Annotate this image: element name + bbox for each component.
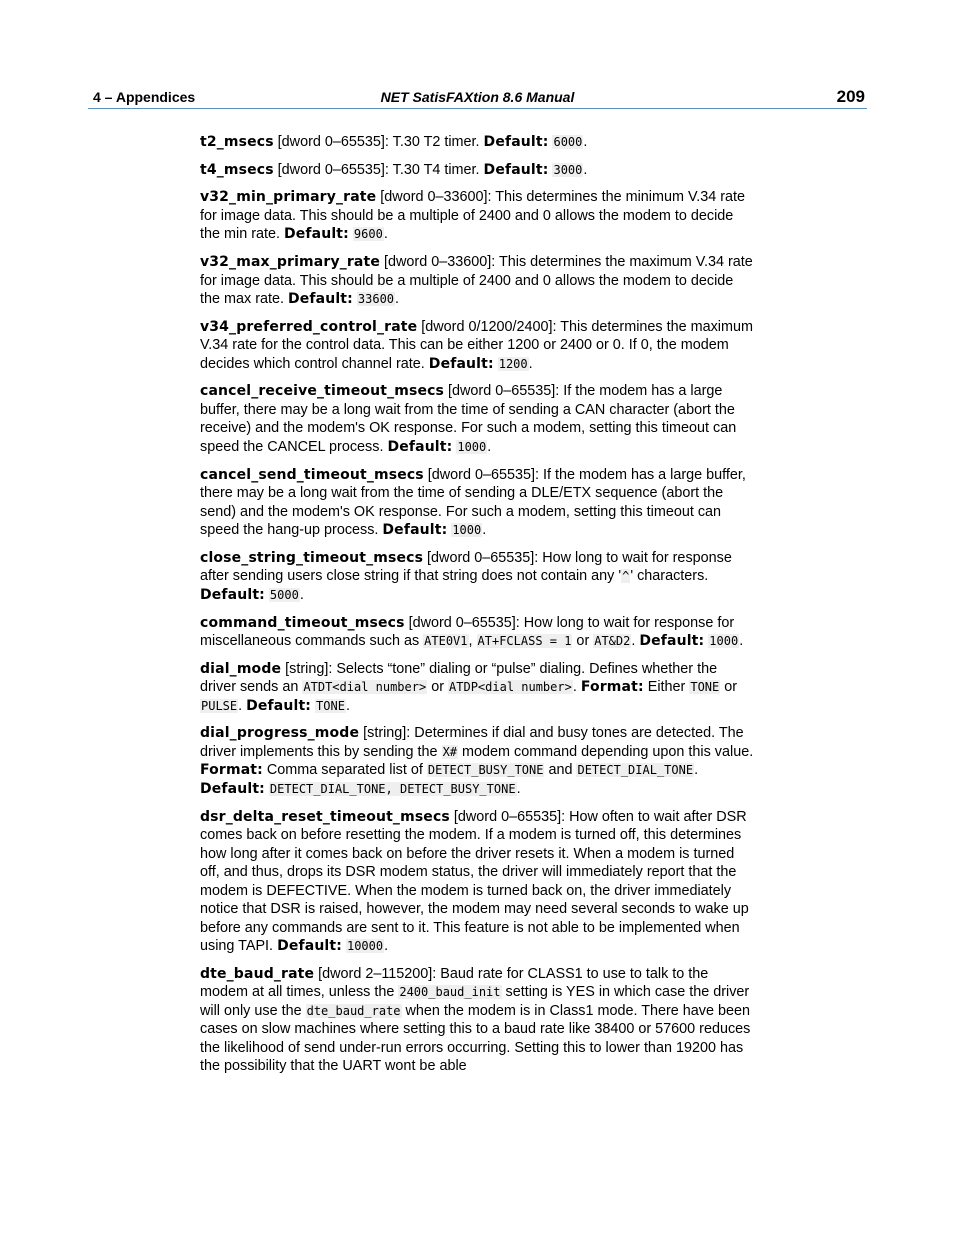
description-text: . (694, 762, 699, 779)
setting-cancel-receive-timeout-msecs (200, 382, 756, 456)
code-literal: ATE0V1 (424, 634, 468, 648)
description-text: . (345, 697, 350, 714)
description-text: when the modem is in Class1 mode. There have been cases on slow machines where setting this to a baud rate like 38400 or 57600 reduces the likelihood of send under-run errors occurring. Setting this to lower than 19200 has the possibility that the UART wont be able (200, 1002, 751, 1075)
field-keyword: Default: (382, 522, 448, 539)
code-literal: TONE (690, 680, 720, 695)
description-text: . (583, 134, 588, 150)
code-literal: 1000 (452, 523, 482, 538)
description-text: . (739, 633, 744, 649)
field-keyword: Default: (639, 633, 705, 649)
description-text: [dword 0–65535]: T.30 T4 timer. (273, 161, 484, 178)
field-keyword: Default: (277, 938, 342, 955)
description-text: . (395, 291, 400, 308)
code-literal: AT&D2 (594, 634, 631, 648)
description-text: . (487, 438, 492, 455)
setting-dial-progress-mode (200, 724, 756, 798)
description-text: [string]: Determines if dial and busy tones are detected. The driver implements this by sending the (200, 725, 744, 760)
description-text: . (482, 522, 487, 539)
description-text: [dword 0–33600]: This determines the minimum V.34 rate for image data. This should be a multiple of 2400 and 0 allows the modem to decide the min rate. (200, 189, 746, 243)
setting-close-string-timeout-msecs (200, 549, 756, 605)
description-text: or (427, 679, 449, 696)
code-literal: dte_baud_rate (306, 1003, 401, 1018)
description-text: or (720, 679, 738, 696)
description-text: . (299, 586, 304, 603)
setting-name: dial_mode (200, 660, 282, 677)
code-literal: X# (442, 744, 458, 759)
field-keyword: Default: (287, 291, 353, 308)
field-keyword: Default: (483, 161, 549, 178)
code-literal: TONE (316, 698, 345, 713)
setting-name: close_string_timeout_msecs (200, 549, 424, 566)
description-text: and (544, 762, 577, 779)
field-keyword: Default: (246, 697, 312, 714)
code-literal: ^ (622, 569, 630, 584)
description-text: . (572, 679, 581, 696)
description-text: [dword 0–65535]: How long to wait for response after sending users close string if that string does not contain any ' (200, 549, 732, 585)
description-text: [dword 0–33600]: This determines the maximum V.34 rate for image data. This should be a multiple of 2400 and 0 allows the modem to decide the max rate. (200, 254, 753, 308)
field-keyword: Default: (483, 134, 549, 150)
description-text: . (583, 161, 588, 178)
page-header (88, 86, 867, 109)
field-keyword: Default: (283, 226, 349, 243)
code-literal: 1000 (709, 634, 739, 648)
description-text: setting is YES in which case the driver will only use the (200, 984, 750, 1019)
setting-name: cancel_receive_timeout_msecs (200, 383, 445, 400)
setting-name: t2_msecs (200, 134, 274, 150)
description-text: or (572, 633, 594, 649)
setting-name: t4_msecs (200, 161, 274, 178)
setting-name: dsr_delta_reset_timeout_msecs (200, 808, 450, 825)
description-text: . (516, 780, 521, 797)
field-keyword: Format: (200, 762, 263, 779)
setting-cancel-send-timeout-msecs (200, 466, 756, 540)
setting-t2-msecs (200, 133, 756, 152)
code-literal: 1000 (457, 439, 487, 454)
description-text: [dword 0–65535]: How often to wait after DSR comes back on before resetting the modem. If a modem is turned off, this determines how long after it comes back on before the driver resets it. When a modem is turned off, and thus, drops its DSR modem status, the driver will immediately report that the modem is DEFECTIVE. When the modem is turned back on, the driver immediately notice that DSR is raised, however, the modem may need several seconds to wake up before any commands are sent to it. This feature is not able to be implemented when using TAPI. (200, 808, 749, 955)
code-literal: 2400_baud_init (399, 985, 501, 1000)
description-text: [dword 0–65535]: How long to wait for response for miscellaneous commands such as (200, 614, 735, 649)
field-keyword: Default: (387, 438, 453, 455)
setting-name: command_timeout_msecs (200, 614, 405, 631)
description-text: , (468, 633, 477, 649)
setting-dsr-delta-reset-timeout-msecs (200, 808, 756, 956)
description-text: [dword 0–65535]: If the modem has a large buffer, there may be a long wait from the time of sending a DLE/ETX sequence (abort the send) and the modem's OK response. For such a modem, setting this timeout can speed the hang-up process. (200, 466, 746, 539)
code-literal: 3000 (553, 162, 583, 177)
setting-dte-baud-rate (200, 965, 756, 1076)
field-keyword: Format: (580, 679, 644, 696)
page-number: 209 (836, 87, 865, 106)
code-literal: DETECT_BUSY_TONE (427, 763, 544, 778)
code-literal: 9600 (353, 227, 383, 242)
description-text: ' characters. (630, 568, 709, 585)
setting-name: v32_min_primary_rate (200, 189, 377, 206)
description-text: [dword 0–65535]: T.30 T2 timer. (273, 134, 484, 150)
settings-list (200, 133, 756, 1085)
description-text: . (528, 355, 533, 372)
code-literal: 1200 (498, 356, 528, 371)
field-keyword: Default: (200, 586, 265, 603)
setting-v34-preferred-control-rate (200, 318, 756, 374)
setting-name: dial_progress_mode (200, 725, 360, 742)
code-literal: 5000 (269, 587, 299, 602)
code-literal: AT+FCLASS = 1 (477, 634, 572, 648)
code-literal: PULSE (201, 698, 238, 713)
description-text: . (238, 697, 247, 714)
field-keyword: Default: (200, 780, 265, 797)
description-text: Comma separated list of (262, 762, 427, 779)
code-literal: ATDP<dial number> (449, 680, 572, 695)
description-text: [string]: Selects “tone” dialing or “pulse” dialing. Defines whether the driver sends an (200, 660, 718, 696)
description-text: . (631, 633, 640, 649)
setting-name: cancel_send_timeout_msecs (200, 466, 424, 483)
code-literal: 10000 (346, 939, 384, 954)
setting-dial-mode (200, 660, 756, 716)
description-text: [dword 2–115200]: Baud rate for CLASS1 to use to talk to the modem at all times, unless the (200, 965, 709, 1001)
code-literal: 6000 (553, 135, 583, 149)
code-literal: DETECT_DIAL_TONE, DETECT_BUSY_TONE (269, 781, 516, 796)
field-keyword: Default: (428, 355, 494, 372)
description-text: [dword 0–65535]: If the modem has a large buffer, there may be a long wait from the time of sending a CAN character (abort the receive) and the modem's OK response. For such a modem, setting this timeout can speed the CANCEL process. (200, 383, 737, 455)
setting-v32-min-primary-rate (200, 188, 756, 244)
description-text: . (383, 226, 388, 243)
description-text: modem command depending upon this value. (458, 743, 754, 760)
setting-name: v32_max_primary_rate (200, 254, 381, 271)
description-text: [dword 0/1200/2400]: This determines the maximum V.34 rate for the control data. This can be either 1200 or 2400 or 0. If 0, the modem decides which control channel rate. (200, 318, 753, 372)
section-label: 4 – Appendices (93, 89, 196, 105)
code-literal: 33600 (357, 292, 395, 307)
setting-command-timeout-msecs (200, 614, 756, 651)
description-text: . (384, 938, 389, 955)
manual-title: NET SatisFAXtion 8.6 Manual (380, 89, 575, 105)
setting-name: v34_preferred_control_rate (200, 318, 418, 335)
setting-name: dte_baud_rate (200, 965, 315, 982)
setting-t4-msecs (200, 161, 756, 180)
setting-v32-max-primary-rate (200, 253, 756, 309)
code-literal: ATDT<dial number> (303, 680, 427, 695)
description-text: Either (643, 679, 690, 696)
code-literal: DETECT_DIAL_TONE (577, 763, 694, 778)
